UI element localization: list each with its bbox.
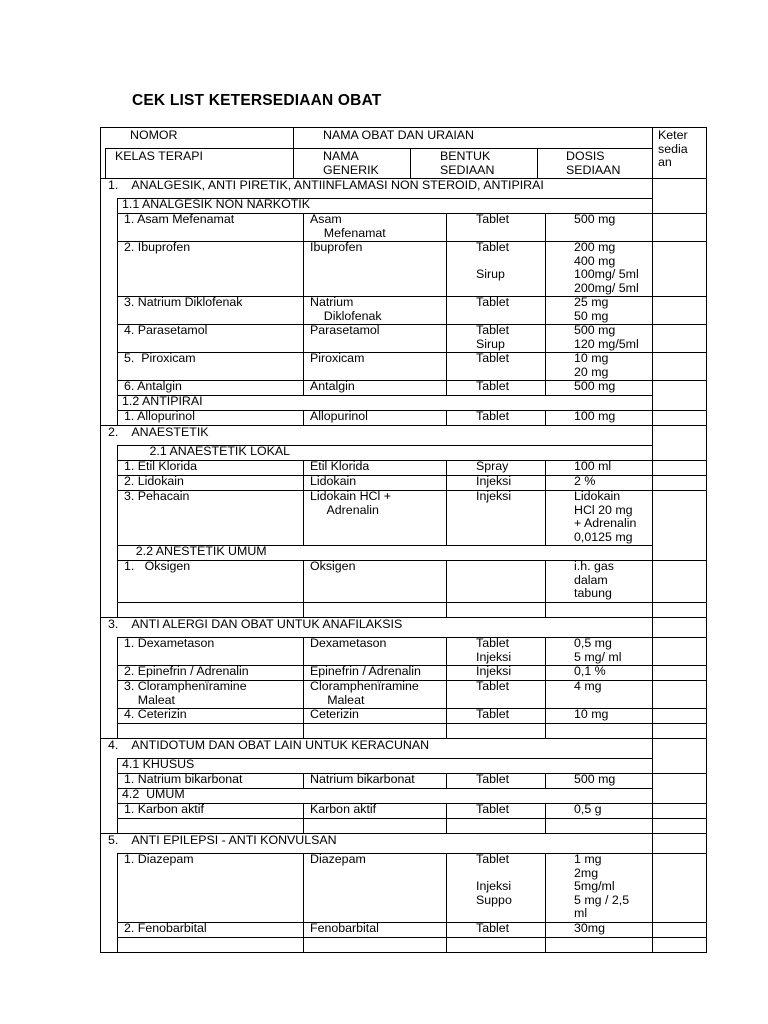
drug-row xyxy=(100,324,707,352)
drug-row xyxy=(100,773,707,788)
subsection-title: 4.2 UMUM xyxy=(122,787,185,801)
dosis-sediaan-cell: 500 mg xyxy=(574,212,616,226)
dosis-sediaan-cell: 1 mg 2mg 5mg/ml 5 mg / 2,5 ml xyxy=(574,852,630,921)
bentuk-sediaan-cell: Tablet xyxy=(476,707,510,721)
nama-generik-cell: Lidokain HCl + Adrenalin xyxy=(310,489,391,517)
nama-generik-cell: Antalgin xyxy=(310,379,355,393)
header-nama-obat: NAMA OBAT DAN URAIAN xyxy=(323,128,475,142)
drug-row xyxy=(100,708,707,723)
kelas-terapi-cell: 2. Lidokain xyxy=(124,474,184,488)
table-body xyxy=(100,178,707,952)
table-bottom-border xyxy=(100,952,707,953)
bentuk-sediaan-cell: Tablet xyxy=(476,409,510,423)
dosis-sediaan-cell: 4 mg xyxy=(574,679,602,693)
blank-row xyxy=(100,602,707,617)
subsection-title: 1.2 ANTIPIRAI xyxy=(122,394,203,408)
bentuk-sediaan-cell: Tablet xyxy=(476,295,510,309)
subsection-row xyxy=(100,445,707,460)
section-row xyxy=(100,833,707,853)
kelas-terapi-cell: 2. Epinefrin / Adrenalin xyxy=(124,664,249,678)
section-title: 1. ANALGESIK, ANTI PIRETIK, ANTIINFLAMASI NON STEROID, ANTIPIRAI xyxy=(108,178,544,192)
blank-row xyxy=(100,723,707,738)
dosis-sediaan-cell: 10 mg 20 mg xyxy=(574,351,609,379)
bentuk-sediaan-cell: Tablet Sirup xyxy=(476,323,510,351)
drug-row xyxy=(100,380,707,395)
drug-row xyxy=(100,475,707,490)
drug-row xyxy=(100,922,707,937)
subsection-row xyxy=(100,545,707,560)
dosis-sediaan-cell: 2 % xyxy=(574,474,596,488)
nama-generik-cell: Fenobarbital xyxy=(310,921,379,935)
kelas-terapi-cell: 1. Dexametason xyxy=(124,636,215,650)
subsection-title: 4.1 KHUSUS xyxy=(122,757,195,771)
nama-generik-cell: Lidokain xyxy=(310,474,357,488)
nama-generik-cell: Piroxicam xyxy=(310,351,365,365)
header-dosis-sediaan: DOSIS SEDIAAN xyxy=(566,149,621,177)
section-title: 5. ANTI EPILEPSI - ANTI KONVULSAN xyxy=(108,833,337,847)
kelas-terapi-cell: 3. Cloramphenïramine Maleat xyxy=(124,679,247,707)
bentuk-sediaan-cell: Tablet xyxy=(476,212,510,226)
nama-generik-cell: Asam Mefenamat xyxy=(310,212,386,240)
header-kelas-terapi: KELAS TERAPI xyxy=(115,149,203,163)
dosis-sediaan-cell: 0,1 % xyxy=(574,664,606,678)
kelas-terapi-cell: 2. Ibuprofen xyxy=(124,240,191,254)
kelas-terapi-cell: 3. Pehacain xyxy=(124,489,190,503)
nama-generik-cell: Parasetamol xyxy=(310,323,380,337)
dosis-sediaan-cell: 0,5 g xyxy=(574,802,602,816)
dosis-sediaan-cell: 10 mg xyxy=(574,707,609,721)
kelas-terapi-cell: 3. Natrium Diklofenak xyxy=(124,295,243,309)
kelas-terapi-cell: 4. Parasetamol xyxy=(124,323,208,337)
bentuk-sediaan-cell: Injeksi xyxy=(476,489,512,503)
blank-row xyxy=(100,818,707,833)
dosis-sediaan-cell: 500 mg xyxy=(574,379,616,393)
header-bentuk-sediaan: BENTUK SEDIAAN xyxy=(440,149,495,177)
nama-generik-cell: Allopurinol xyxy=(310,409,368,423)
nama-generik-cell: Epinefrin / Adrenalin xyxy=(310,664,421,678)
bentuk-sediaan-cell: Tablet xyxy=(476,921,510,935)
subsection-row xyxy=(100,788,707,803)
header-nomor: NOMOR xyxy=(130,128,178,142)
subsection-title: 1.1 ANALGESIK NON NARKOTIK xyxy=(122,197,310,211)
header-nama-generik: NAMA GENERIK xyxy=(323,149,379,177)
dosis-sediaan-cell: 25 mg 50 mg xyxy=(574,295,609,323)
dosis-sediaan-cell: 100 ml xyxy=(574,459,612,473)
drug-checklist-table xyxy=(100,127,707,952)
bentuk-sediaan-cell: Tablet Sirup xyxy=(476,240,510,282)
blank-row xyxy=(100,937,707,952)
kelas-terapi-cell: 2. Fenobarbital xyxy=(124,921,207,935)
drug-row xyxy=(100,410,707,425)
drug-row xyxy=(100,637,707,665)
drug-row xyxy=(100,803,707,818)
section-title: 2. ANAESTETIK xyxy=(108,425,209,439)
bentuk-sediaan-cell: Spray xyxy=(476,459,509,473)
kelas-terapi-cell: 1. Allopurinol xyxy=(124,409,195,423)
dosis-sediaan-cell: 30mg xyxy=(574,921,605,935)
subsection-row xyxy=(100,758,707,773)
drug-row xyxy=(100,853,707,922)
bentuk-sediaan-cell: Tablet xyxy=(476,772,510,786)
nama-generik-cell: Ibuprofen xyxy=(310,240,363,254)
bentuk-sediaan-cell: Tablet xyxy=(476,679,510,693)
kelas-terapi-cell: 1. Diazepam xyxy=(124,852,194,866)
drug-row xyxy=(100,680,707,708)
bentuk-sediaan-cell: Tablet xyxy=(476,379,510,393)
kelas-terapi-cell: 1. Oksigen xyxy=(124,559,191,573)
dosis-sediaan-cell: 100 mg xyxy=(574,409,616,423)
bentuk-sediaan-cell: Injeksi xyxy=(476,474,512,488)
kelas-terapi-cell: 1. Karbon aktif xyxy=(124,802,204,816)
nama-generik-cell: Dexametason xyxy=(310,636,387,650)
section-row xyxy=(100,617,707,637)
subsection-row xyxy=(100,395,707,410)
nama-generik-cell: Natrium Diklofenak xyxy=(310,295,382,323)
header-keterangan: Keter sedia an xyxy=(658,128,688,170)
nama-generik-cell: Oksigen xyxy=(310,559,356,573)
bentuk-sediaan-cell: Tablet Injeksi Suppo xyxy=(476,852,512,907)
section-row xyxy=(100,425,707,445)
drug-row xyxy=(100,241,707,296)
bentuk-sediaan-cell: Tablet xyxy=(476,351,510,365)
nama-generik-cell: Diazepam xyxy=(310,852,366,866)
drug-row xyxy=(100,665,707,680)
dosis-sediaan-cell: Lidokain HCl 20 mg + Adrenalin 0,0125 mg xyxy=(574,489,637,544)
nama-generik-cell: Etil Klorida xyxy=(310,459,370,473)
drug-row xyxy=(100,490,707,545)
table-header-row-2 xyxy=(100,148,707,178)
nama-generik-cell: Ceterizin xyxy=(310,707,359,721)
drug-row xyxy=(100,296,707,324)
kelas-terapi-cell: 6. Antalgin xyxy=(124,379,182,393)
section-title: 3. ANTI ALERGI DAN OBAT UNTUK ANAFILAKSIS xyxy=(108,617,403,631)
dosis-sediaan-cell: 500 mg 120 mg/5ml xyxy=(574,323,639,351)
kelas-terapi-cell: 1. Asam Mefenamat xyxy=(124,212,235,226)
nama-generik-cell: Karbon aktif xyxy=(310,802,377,816)
subsection-title: 2.1 ANAESTETIK LOKAL xyxy=(122,444,291,458)
kelas-terapi-cell: 1. Etil Klorida xyxy=(124,459,198,473)
kelas-terapi-cell: 5. Piroxicam xyxy=(124,351,196,365)
nama-generik-cell: Natrium bikarbonat xyxy=(310,772,415,786)
page-title: CEK LIST KETERSEDIAAN OBAT xyxy=(132,92,382,109)
bentuk-sediaan-cell: Tablet Injeksi xyxy=(476,636,512,664)
kelas-terapi-cell: 1. Natrium bikarbonat xyxy=(124,772,243,786)
bentuk-sediaan-cell: Injeksi xyxy=(476,664,512,678)
section-row xyxy=(100,738,707,758)
drug-row xyxy=(100,460,707,475)
drug-row xyxy=(100,352,707,380)
dosis-sediaan-cell: 500 mg xyxy=(574,772,616,786)
nama-generik-cell: Cloramphenïramine Maleat xyxy=(310,679,419,707)
kelas-terapi-cell: 4. Ceterizin xyxy=(124,707,187,721)
dosis-sediaan-cell: 200 mg 400 mg 100mg/ 5ml 200mg/ 5ml xyxy=(574,240,639,295)
subsection-title: 2.2 ANESTETIK UMUM xyxy=(122,544,267,558)
section-title: 4. ANTIDOTUM DAN OBAT LAIN UNTUK KERACUNAN xyxy=(108,738,430,752)
drug-row xyxy=(100,560,707,602)
dosis-sediaan-cell: i.h. gas dalam tabung xyxy=(574,559,614,601)
drug-row xyxy=(100,213,707,241)
dosis-sediaan-cell: 0,5 mg 5 mg/ ml xyxy=(574,636,622,664)
subsection-row xyxy=(100,198,707,213)
bentuk-sediaan-cell: Tablet xyxy=(476,802,510,816)
section-row xyxy=(100,178,707,198)
